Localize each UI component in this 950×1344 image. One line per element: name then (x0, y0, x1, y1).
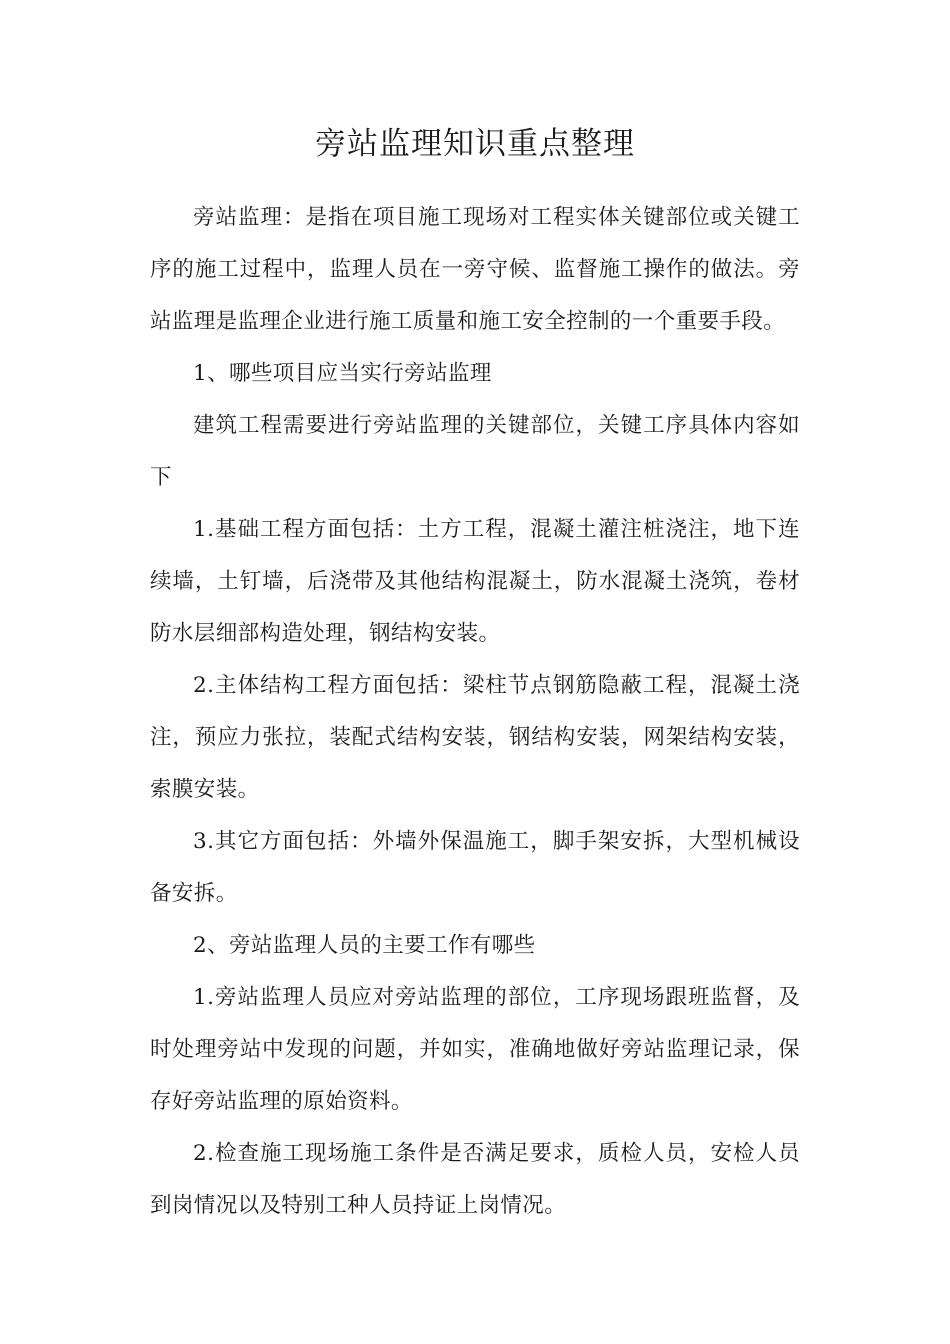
document-body (150, 192, 800, 1232)
section-heading-1: 1、哪些项目应当实行旁站监理 (193, 361, 492, 386)
document-title: 旁站监理知识重点整理 (315, 126, 635, 162)
paragraph-other: 3.其它方面包括：外墙外保温施工，脚手架安拆，大型机械设备安拆。 (150, 829, 800, 906)
paragraph-duty-2: 2.检查施工现场施工条件是否满足要求，质检人员，安检人员到岗情况以及特别工种人员持证上岗情况。 (150, 1141, 800, 1218)
paragraph-duty-1: 1.旁站监理人员应对旁站监理的部位，工序现场跟班监督，及时处理旁站中发现的问题，并如实，准确地做好旁站监理记录，保存好旁站监理的原始资料。 (150, 985, 800, 1114)
paragraph-foundation: 1.基础工程方面包括：土方工程，混凝土灌注桩浇注，地下连续墙，土钉墙，后浇带及其他结构混凝土，防水混凝土浇筑，卷材防水层细部构造处理，钢结构安装。 (150, 517, 800, 646)
section-heading-2: 2、旁站监理人员的主要工作有哪些 (193, 933, 536, 958)
paragraph-main-structure: 2.主体结构工程方面包括：梁柱节点钢筋隐蔽工程，混凝土浇注，预应力张拉，装配式结构安装，钢结构安装，网架结构安装，索膜安装。 (150, 673, 800, 802)
paragraph-intro: 建筑工程需要进行旁站监理的关键部位，关键工序具体内容如下 (150, 413, 800, 490)
paragraph-definition: 旁站监理：是指在项目施工现场对工程实体关键部位或关键工序的施工过程中，监理人员在一旁守候、监督施工操作的做法。旁站监理是监理企业进行施工质量和施工安全控制的一个重要手段。 (150, 205, 800, 334)
